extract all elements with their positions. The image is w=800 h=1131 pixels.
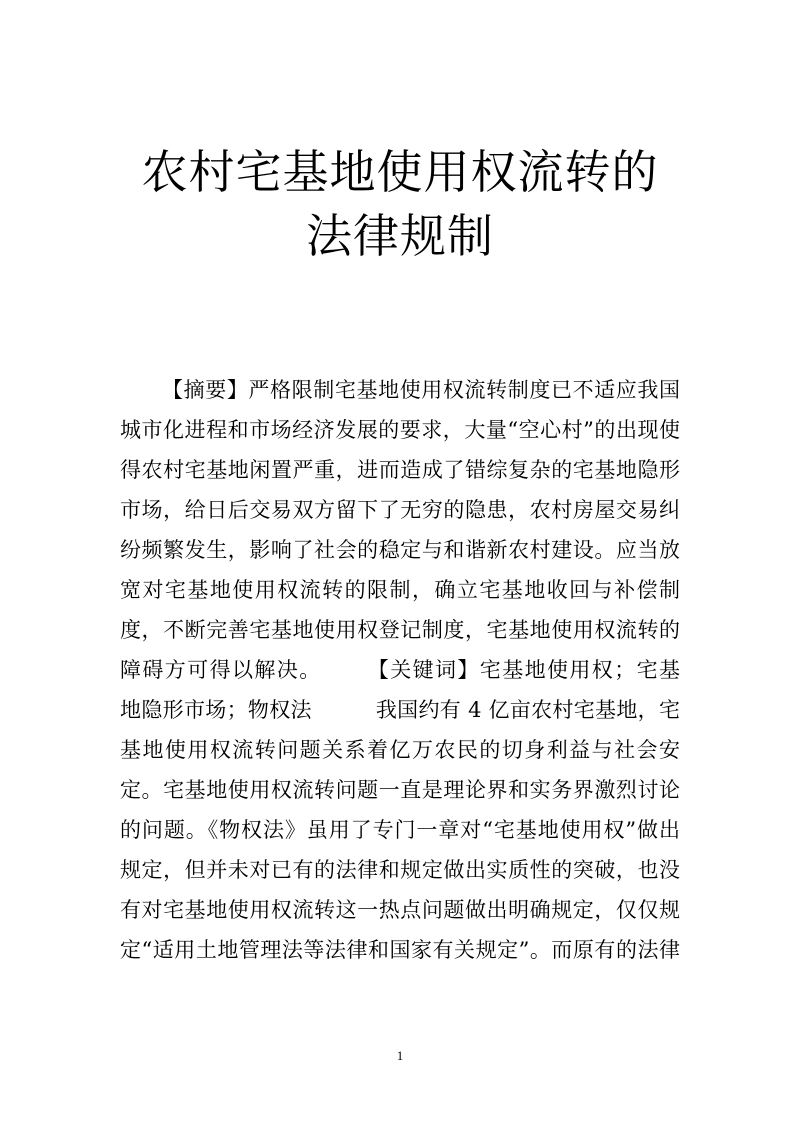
body-line: 纷频繁发生，影响了社会的稳定与和谐新农村建设。应当放 — [120, 538, 680, 562]
body-line: 定。宅基地使用权流转问题一直是理论界和实务界激烈讨论 — [120, 778, 680, 802]
body-line: 【摘要】严格限制宅基地使用权流转制度已不适应我国 — [162, 378, 680, 402]
body-line: 的问题。《物权法》虽用了专门一章对“宅基地使用权”做出 — [120, 818, 680, 842]
body-line: 得农村宅基地闲置严重，进而造成了错综复杂的宅基地隐形 — [120, 458, 680, 482]
body-line: 有对宅基地使用权流转这一热点问题做出明确规定，仅仅规 — [120, 898, 680, 922]
body-line: 定“适用土地管理法等法律和国家有关规定”。而原有的法律 — [120, 938, 680, 962]
body-line: 基地使用权流转问题关系着亿万农民的切身利益与社会安 — [120, 738, 680, 762]
body-line: 城市化进程和市场经济发展的要求，大量“空心村”的出现使 — [120, 418, 680, 442]
body-line: 规定，但并未对已有的法律和规定做出实质性的突破，也没 — [120, 858, 680, 882]
body-line: 地隐形市场；物权法 我国约有 4 亿亩农村宅基地，宅 — [120, 698, 680, 722]
body-line: 市场，给日后交易双方留下了无穷的隐患，农村房屋交易纠 — [120, 498, 680, 522]
body-line: 障碍方可得以解决。 【关键词】宅基地使用权；宅基 — [120, 658, 680, 682]
document-title — [80, 140, 720, 268]
body-line: 度，不断完善宅基地使用权登记制度，宅基地使用权流转的 — [120, 618, 680, 642]
document-body — [120, 370, 680, 970]
body-line: 宽对宅基地使用权流转的限制，确立宅基地收回与补偿制 — [120, 578, 680, 602]
title-line-1: 农村宅基地使用权流转的 — [141, 145, 659, 199]
title-line-2: 法律规制 — [306, 209, 494, 263]
page-number: 1 — [396, 1048, 404, 1063]
